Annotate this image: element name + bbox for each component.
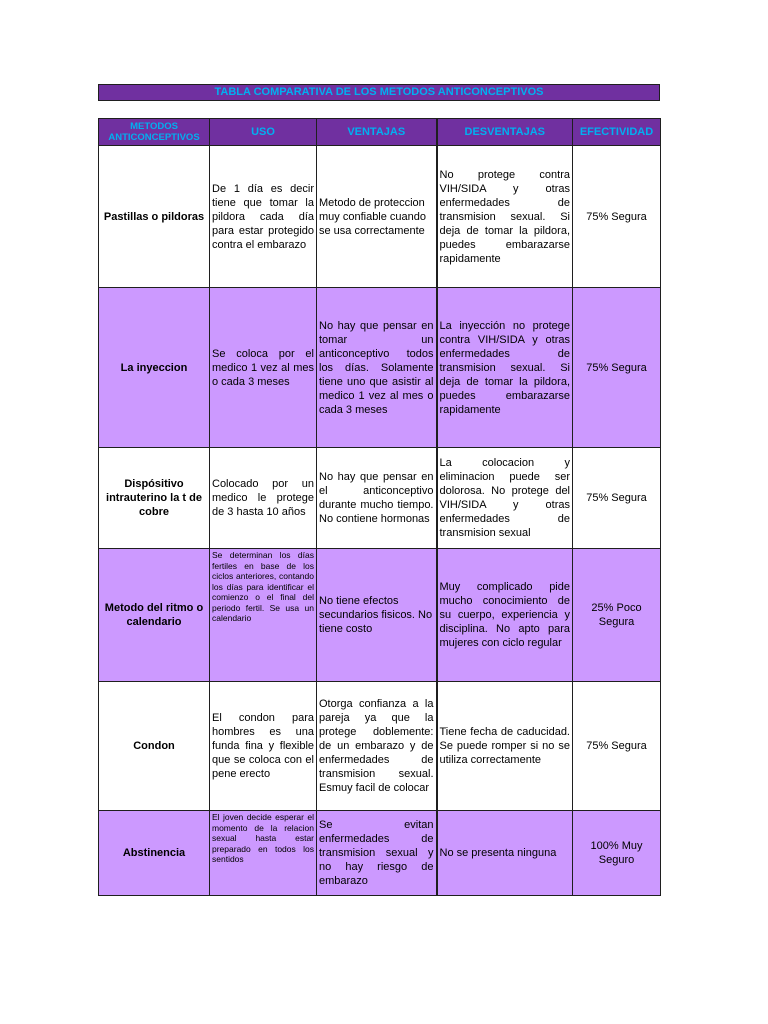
cell-uso: El joven decide esperar el momento de la relacion sexual hasta estar preparado en todos los sentidos — [210, 811, 317, 896]
cell-efectividad: 75% Segura — [573, 682, 661, 811]
cell-metodo: Abstinencia — [99, 811, 210, 896]
cell-uso: Se determinan los días fertiles en base de los ciclos anteriores, contando los días para identificar el comienzo o el final del periodo fertil. Se usa un calendario — [210, 549, 317, 682]
cell-desventajas: La colocacion y eliminacion puede ser dolorosa. No protege del VIH/SIDA y otras enfermedades de transmision sexual — [437, 448, 573, 549]
cell-uso: De 1 día es decir tiene que tomar la pildora cada día para estar protegido contra el embarazo — [210, 146, 317, 288]
cell-uso: Se coloca por el medico 1 vez al mes o cada 3 meses — [210, 288, 317, 448]
cell-efectividad: 75% Segura — [573, 288, 661, 448]
table-row — [99, 146, 661, 288]
cell-desventajas: Tiene fecha de caducidad. Se puede romper si no se utiliza correctamente — [437, 682, 573, 811]
cell-desventajas: No se presenta ninguna — [437, 811, 573, 896]
cell-ventajas: No tiene efectos secundarios fisicos. No tiene costo — [317, 549, 437, 682]
comparison-table — [98, 118, 661, 896]
cell-desventajas: Muy complicado pide mucho conocimiento de su cuerpo, experiencia y disciplina. No apto para mujeres con ciclo regular — [437, 549, 573, 682]
cell-metodo: Condon — [99, 682, 210, 811]
cell-efectividad: 100% Muy Seguro — [573, 811, 661, 896]
cell-efectividad: 75% Segura — [573, 146, 661, 288]
cell-ventajas: Se evitan enfermedades de transmision sexual y no hay riesgo de embarazo — [317, 811, 437, 896]
cell-desventajas: La inyección no protege contra VIH/SIDA y otras enfermedades de transmision sexual. Si deja de tomar la pildora, puedes embarazarse rapidamente — [437, 288, 573, 448]
header-desventajas: DESVENTAJAS — [437, 119, 573, 146]
cell-metodo: Pastillas o pildoras — [99, 146, 210, 288]
cell-efectividad: 25% Poco Segura — [573, 549, 661, 682]
table-row — [99, 682, 661, 811]
cell-metodo: Metodo del ritmo o calendario — [99, 549, 210, 682]
table-row — [99, 288, 661, 448]
cell-ventajas: Metodo de proteccion muy confiable cuando se usa correctamente — [317, 146, 437, 288]
cell-metodo: La inyeccion — [99, 288, 210, 448]
cell-uso: Colocado por un medico le protege de 3 hasta 10 años — [210, 448, 317, 549]
table-title: TABLA COMPARATIVA DE LOS METODOS ANTICONCEPTIVOS — [98, 84, 660, 101]
cell-ventajas: Otorga confianza a la pareja ya que la protege doblemente: de un embarazo y de enfermedades de transmision sexual. Esmuy facil de colocar — [317, 682, 437, 811]
table-row — [99, 811, 661, 896]
cell-desventajas: No protege contra VIH/SIDA y otras enfermedades de transmision sexual. Si deja de tomar la pildora, puedes embarazarse rapidamente — [437, 146, 573, 288]
table-row — [99, 448, 661, 549]
cell-uso: El condon para hombres es una funda fina y flexible que se coloca con el pene erecto — [210, 682, 317, 811]
cell-efectividad: 75% Segura — [573, 448, 661, 549]
header-efectividad: EFECTIVIDAD — [573, 119, 661, 146]
cell-metodo: Dispósitivo intrauterino la t de cobre — [99, 448, 210, 549]
table-row — [99, 549, 661, 682]
header-ventajas: VENTAJAS — [317, 119, 437, 146]
header-metodos: METODOS ANTICONCEPTIVOS — [99, 119, 210, 146]
header-uso: USO — [210, 119, 317, 146]
table-header-row — [99, 119, 661, 146]
cell-ventajas: No hay que pensar en tomar un anticonceptivo todos los días. Solamente tiene uno que asistir al medico 1 vez al mes o cada 3 meses — [317, 288, 437, 448]
cell-ventajas: No hay que pensar en el anticonceptivo durante mucho tiempo. No contiene hormonas — [317, 448, 437, 549]
